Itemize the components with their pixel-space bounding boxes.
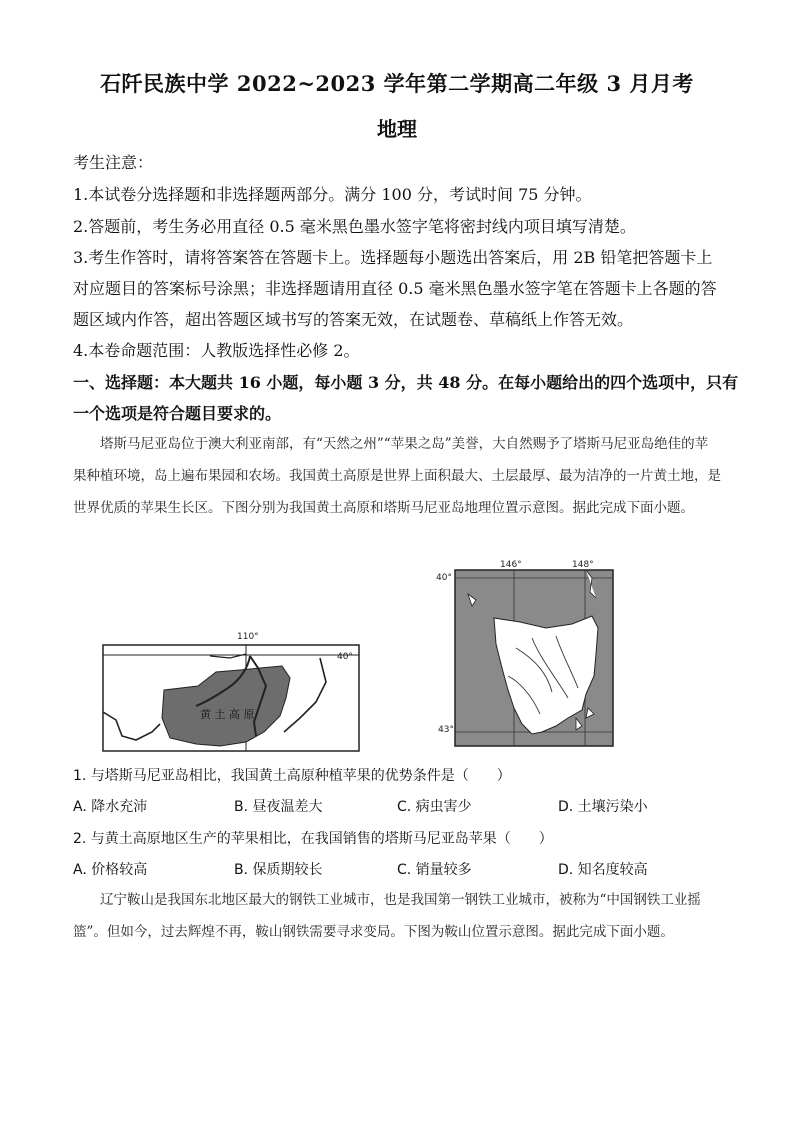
notice-item: 2.答题前，考生务必用直径 0.5 毫米黑色墨水签字笔将密封线内项目填写清楚。: [73, 217, 636, 236]
loess-plateau-region: [162, 666, 290, 746]
passage-anshan: 辽宁鞍山是我国东北地区最大的钢铁工业城市，也是我国第一钢铁工业城市，被称为“中国钢铁工业摇篮”。但如今，过去辉煌不再，鞍山钢铁需要寻求变局。下图为鞍山位置示意图。据此完成下面小题。: [73, 892, 701, 940]
question-2-option-c[interactable]: C. 销量较多: [397, 862, 472, 878]
lon-148-label: 148°: [572, 560, 594, 570]
notice-item: 3.考生作答时，请将答案答在答题卡上。选择题每小题选出答案后，用 2B 铅笔把答题卡上: [73, 248, 713, 267]
section-heading-line2: 一个选项是符合题目要求的。: [73, 404, 282, 423]
question-1-option-d[interactable]: D. 土壤污染小: [558, 799, 648, 815]
lat-43-label: 43°: [438, 725, 454, 735]
notice-item: 1.本试卷分选择题和非选择题两部分。满分 100 分，考试时间 75 分钟。: [73, 185, 592, 204]
notice-item: 4.本卷命题范围：人教版选择性必修 2。: [73, 341, 360, 360]
question-1-stem: 1. 与塔斯马尼亚岛相比，我国黄土高原种植苹果的优势条件是（ ）: [73, 768, 511, 784]
lon-110-label: 110°: [237, 632, 259, 642]
question-1-option-b[interactable]: B. 昼夜温差大: [234, 799, 323, 815]
question-1-option-a[interactable]: A. 降水充沛: [73, 799, 148, 815]
question-2-option-b[interactable]: B. 保质期较长: [234, 862, 323, 878]
lat-40-label: 40°: [337, 652, 353, 662]
question-2-option-a[interactable]: A. 价格较高: [73, 862, 148, 878]
notice-item: 对应题目的答案标号涂黑；非选择题请用直径 0.5 毫米黑色墨水签字笔在答题卡上各题的答: [73, 279, 717, 298]
tasmania-map: [436, 558, 616, 750]
passage-tasmania: 塔斯马尼亚岛位于澳大利亚南部，有“天然之州”“苹果之岛”美誉，大自然赐予了塔斯马尼亚岛绝佳的苹果种植环境，岛上遍布果园和农场。我国黄土高原是世界上面积最大、土层最厚、最为洁净的一片黄土地，是世界优质的苹果生长区。下图分别为我国黄土高原和塔斯马尼亚岛地理位置示意图。据此完成下面小题。: [73, 436, 721, 516]
question-1-option-c[interactable]: C. 病虫害少: [397, 799, 472, 815]
lon-146-label: 146°: [500, 560, 522, 570]
question-2-stem: 2. 与黄土高原地区生产的苹果相比，在我国销售的塔斯马尼亚岛苹果（ ）: [73, 831, 553, 847]
region-label: 黄 土 高 原: [200, 708, 255, 721]
loess-plateau-map: [100, 628, 362, 754]
exam-title: 石阡民族中学 2022~2023 学年第二学期高二年级 3 月月考: [100, 71, 694, 96]
question-2-option-d[interactable]: D. 知名度较高: [558, 862, 648, 878]
lat-40-label-right: 40°: [436, 573, 452, 583]
subject-title: 地理: [377, 117, 417, 141]
notice-item: 题区域内作答，超出答题区域书写的答案无效，在试题卷、草稿纸上作答无效。: [73, 310, 634, 329]
notice-heading: 考生注意：: [73, 153, 154, 172]
section-heading-line1: 一、选择题：本大题共 16 小题，每小题 3 分，共 48 分。在每小题给出的四个选项中，只有: [73, 373, 739, 392]
